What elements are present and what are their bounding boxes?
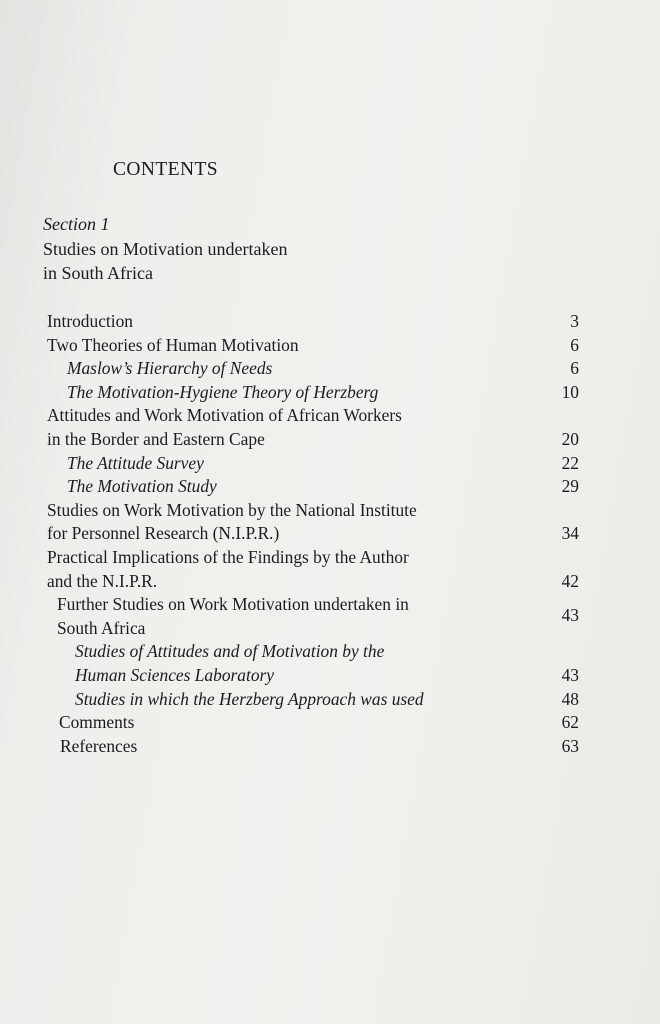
toc-entry-text: and the N.I.P.R.	[47, 570, 158, 591]
toc-entry-text: Two Theories of Human Motivation	[47, 334, 299, 355]
toc-entry-text: The Motivation Study	[67, 476, 217, 497]
page-title: CONTENTS	[113, 159, 219, 180]
toc-entry-text: in the Border and Eastern Cape	[47, 428, 265, 449]
toc-entry-herzberg-theory	[47, 381, 587, 405]
toc-entry-text: Studies in which the Herzberg Approach was used	[75, 688, 424, 709]
toc-page-number: 63	[561, 735, 579, 756]
toc-entry-nipr-studies	[47, 499, 587, 546]
section-title-line: in South Africa	[43, 263, 153, 283]
toc-entry-text: The Attitude Survey	[67, 452, 204, 473]
toc-page-number: 10	[561, 381, 579, 402]
toc-entry-text: Comments	[59, 712, 135, 733]
toc-page-number: 62	[561, 712, 579, 733]
toc-page-number: 29	[561, 476, 579, 497]
toc-entry-text: Studies on Work Motivation by the National Institute	[47, 499, 417, 520]
toc-entry-text: Attitudes and Work Motivation of African Workers	[47, 405, 402, 426]
toc-entry-comments	[47, 711, 587, 735]
toc-entry-human-sciences-lab	[47, 640, 587, 687]
toc-entry-introduction	[47, 310, 587, 334]
toc-page-number: 42	[561, 570, 579, 591]
toc-entry-two-theories	[47, 334, 587, 358]
toc-entry-herzberg-approach	[47, 688, 587, 712]
toc-page-number: 43	[561, 605, 579, 626]
section-title-line: Studies on Motivation undertaken	[43, 238, 288, 259]
toc-entry-attitude-survey	[47, 452, 587, 476]
toc-entry-text: South Africa	[57, 617, 146, 638]
toc-entry-text: The Motivation-Hygiene Theory of Herzberg	[67, 381, 379, 402]
toc-entry-african-workers	[47, 404, 587, 451]
toc-entry-further-studies	[47, 593, 587, 640]
toc-page-number: 34	[561, 523, 579, 544]
toc-entry-motivation-study	[47, 475, 587, 499]
toc-page-number: 43	[561, 664, 579, 685]
toc-entry-text: Further Studies on Work Motivation undertaken in	[57, 594, 409, 615]
toc-page-number: 20	[561, 428, 579, 449]
toc-entry-maslow	[47, 357, 587, 381]
toc-page-number: 48	[561, 688, 579, 709]
table-of-contents	[47, 310, 587, 758]
section-label: Section 1	[43, 214, 110, 234]
toc-entry-text: Human Sciences Laboratory	[75, 664, 274, 685]
toc-entry-text: Maslow’s Hierarchy of Needs	[67, 358, 273, 379]
toc-page-number: 3	[570, 311, 579, 331]
toc-entry-text: Practical Implications of the Findings by the Author	[47, 546, 409, 567]
toc-entry-text: Studies of Attitudes and of Motivation by the	[75, 641, 385, 662]
toc-entry-text: for Personnel Research (N.I.P.R.)	[47, 523, 280, 544]
toc-entry-text: Introduction	[47, 311, 133, 331]
toc-entry-text: References	[60, 735, 138, 756]
toc-page-number: 22	[561, 452, 579, 473]
toc-page-number: 6	[570, 334, 579, 355]
toc-entry-references	[47, 735, 587, 759]
toc-page-number: 6	[570, 358, 579, 379]
toc-entry-practical-implications	[47, 546, 587, 593]
section-heading	[43, 212, 287, 286]
